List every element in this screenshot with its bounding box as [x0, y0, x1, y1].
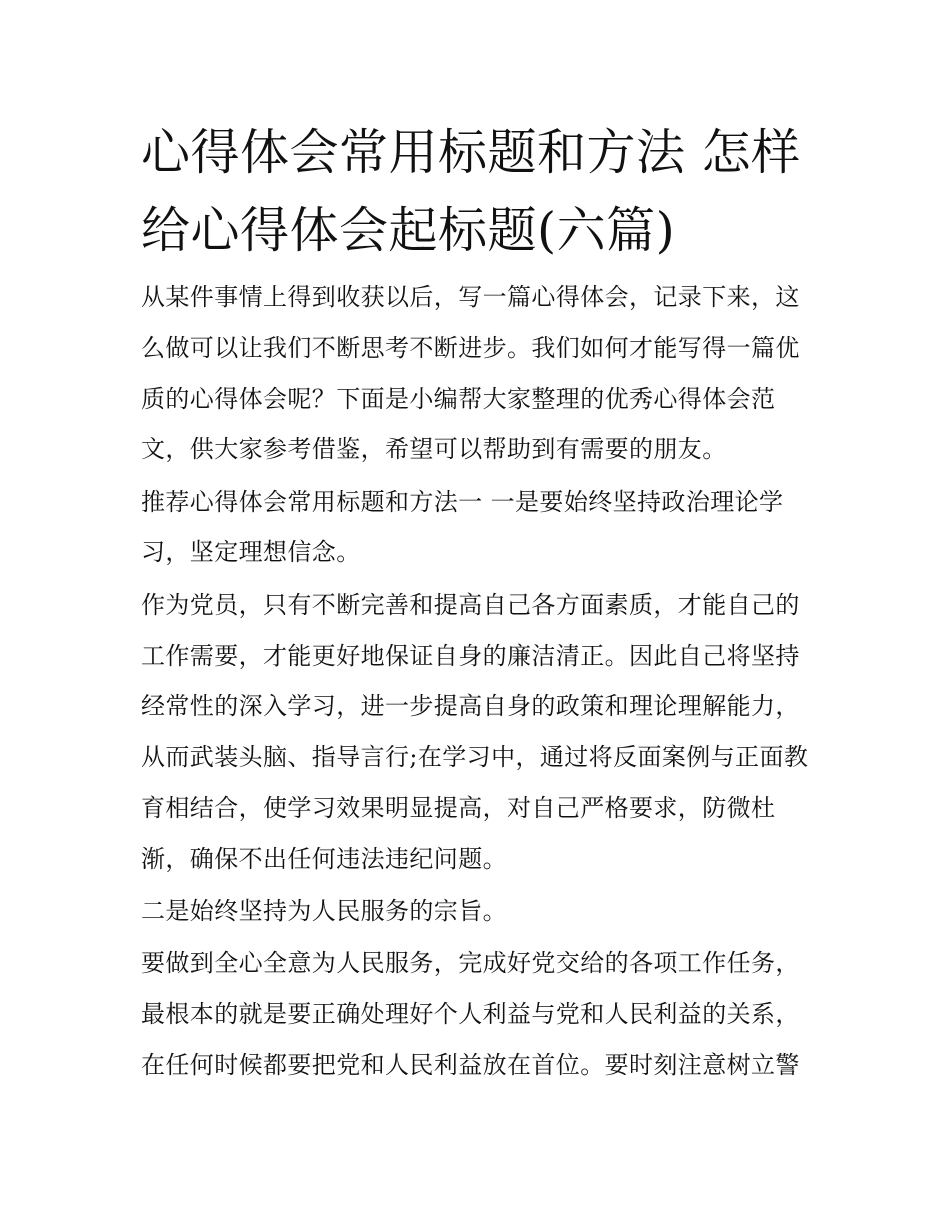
paragraph-intro: 从某件事情上得到收获以后，写一篇心得体会，记录下来，这么做可以让我们不断思考不断进步。我们如何才能写得一篇优质的心得体会呢？下面是小编帮大家整理的优秀心得体会范文，供大家参考借鉴，希望可以帮助到有需要的朋友。 — [141, 283, 800, 464]
paragraph-point-one-detail: 作为党员，只有不断完善和提高自己各方面素质，才能自己的工作需要，才能更好地保证自身的廉洁清正。因此自己将坚持经常性的深入学习，进一步提高自身的政策和理论理解能力，从而武装头脑、指导言行;在学习中，通过将反面案例与正面教育相结合，使学习效果明显提高，对自己严格要求，防微杜渐，确保不出任何违法违纪问题。 — [141, 590, 809, 873]
paragraph-point-two-detail: 要做到全心全意为人民服务，完成好党交给的各项工作任务，最根本的就是要正确处理好个人利益与党和人民利益的关系，在任何时候都要把党和人民利益放在首位。要时刻注意树立警 — [141, 949, 800, 1079]
document-title: 心得体会常用标题和方法 怎样给心得体会起标题(六篇) — [141, 124, 801, 259]
paragraph-point-one: 推荐心得体会常用标题和方法一 一是要始终坚持政治理论学习，坚定理想信念。 — [141, 487, 784, 567]
document-body — [141, 272, 821, 1092]
paragraph-point-two: 二是始终坚持为人民服务的宗旨。 — [141, 897, 507, 926]
